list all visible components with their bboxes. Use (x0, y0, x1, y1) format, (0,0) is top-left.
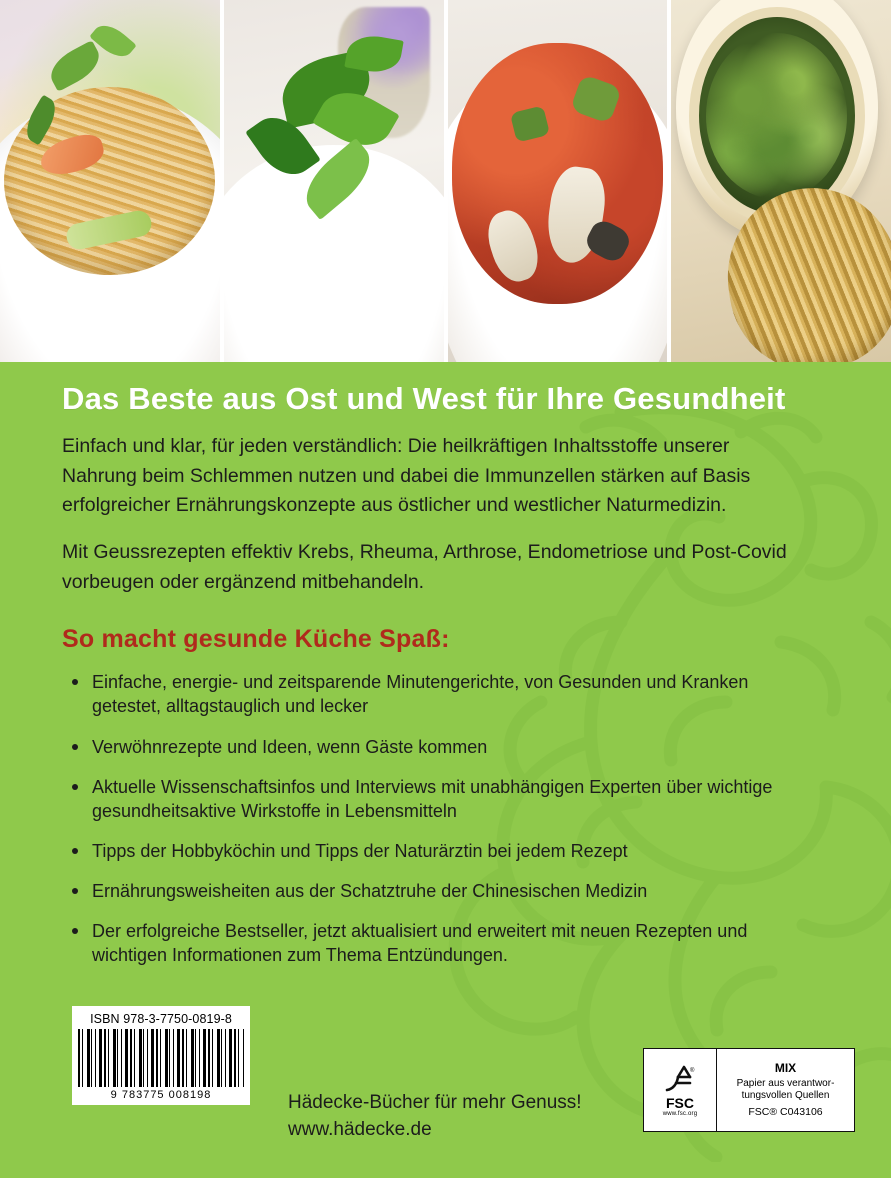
fsc-tree-checkmark-icon (663, 1063, 697, 1097)
fsc-details (717, 1061, 854, 1119)
panel-content (0, 362, 891, 967)
isbn-barcode-block (72, 1006, 250, 1105)
fsc-label: FSC (666, 1095, 694, 1111)
list-item: Verwöhnrezepte und Ideen, wenn Gäste kommen (62, 735, 822, 759)
headline: Das Beste aus Ost und West für Ihre Gesundheit (62, 381, 786, 416)
list-item: Aktuelle Wissenschaftsinfos und Interviews mit unabhängigen Experten über wichtige gesundheitsaktive Wirkstoffe in Lebensmitteln (62, 775, 822, 823)
cover-footer (0, 1006, 891, 1178)
photo-strip (0, 0, 891, 362)
tagline-line-2: www.hädecke.de (288, 1119, 432, 1141)
fsc-code: FSC® C043106 (748, 1105, 823, 1118)
fsc-logo (644, 1049, 717, 1131)
intro-paragraph-2: Mit Geussrezepten effektiv Krebs, Rheuma, Arthrose, Endometriose und Post-Covid vorbeugen oder ergänzend mitbehandeln. (62, 541, 787, 593)
list-item: Der erfolgreiche Bestseller, jetzt aktualisiert und erweitert mit neuen Rezepten und wichtigen Informationen zum Thema Entzündungen. (62, 919, 822, 967)
publisher-tagline (288, 1089, 582, 1144)
subheadline: So macht gesunde Küche Spaß: (62, 625, 450, 654)
herb-leaf-icon (44, 40, 106, 92)
benefits-list (62, 670, 822, 967)
photo-herb-bowl-whisk (671, 0, 891, 362)
tomato-stew (452, 43, 663, 304)
fsc-description-line-2: tungsvollen Quellen (741, 1090, 830, 1102)
herb-mixture (706, 33, 847, 200)
list-item: Ernährungsweisheiten aus der Schatztruhe der Chinesischen Medizin (62, 879, 822, 903)
intro-paragraph-1: Einfach und klar, für jeden verständlich: Die heilkräftigen Inhaltsstoffe unserer Nahrung beim Schlemmen nutzen und dabei die Immunzellen stärken auf Basis erfolgreicher Ernährungskonzepte aus östlicher und westlicher Naturmedizin. (62, 435, 751, 517)
barcode-digits: 9 783775 008198 (110, 1089, 212, 1101)
fsc-description-line-1: Papier aus verantwor- (736, 1077, 835, 1089)
tagline-line-1: Hädecke-Bücher für mehr Genuss! (288, 1091, 582, 1113)
fsc-mix-label: MIX (774, 1060, 797, 1075)
fsc-url: www.fsc.org (662, 1111, 698, 1117)
fsc-certification-badge (643, 1048, 855, 1132)
barcode-icon (78, 1029, 244, 1087)
photo-fresh-herbs (224, 0, 444, 362)
photo-noodle-salad (0, 0, 220, 362)
list-item: Einfache, energie- und zeitsparende Minutengerichte, von Gesunden und Kranken getestet, alltagstauglich und lecker (62, 670, 822, 718)
green-text-panel (0, 362, 891, 1178)
svg-text:®: ® (690, 1068, 695, 1074)
photo-tomato-stew (448, 0, 668, 362)
list-item: Tipps der Hobbyköchin und Tipps der Naturärztin bei jedem Rezept (62, 839, 822, 863)
isbn-number: ISBN 978-3-7750-0819-8 (90, 1012, 232, 1026)
